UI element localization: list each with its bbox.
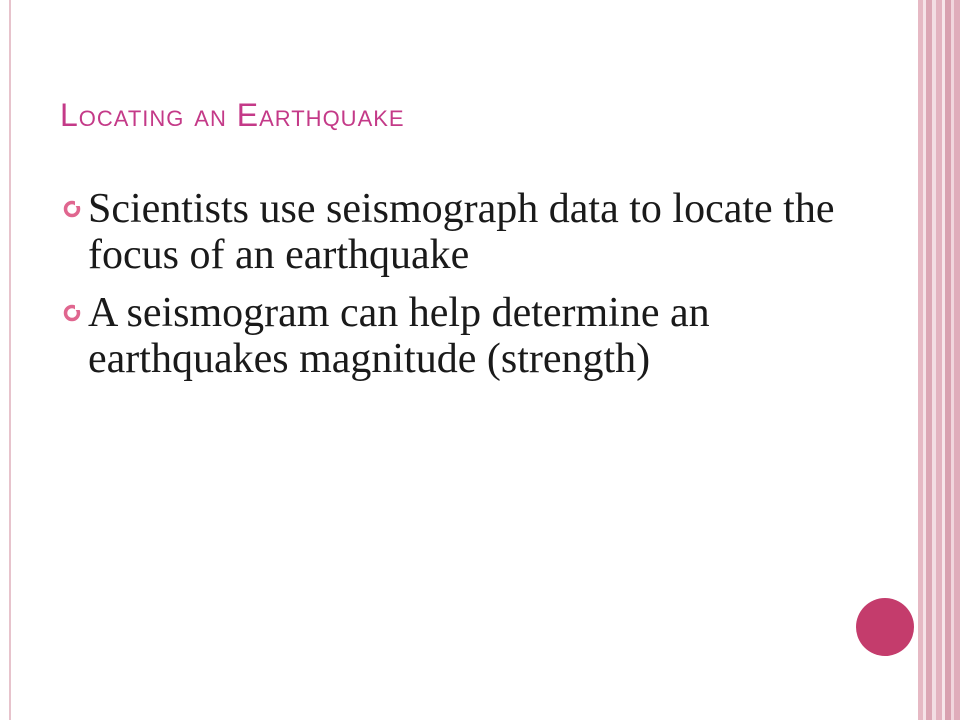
slide-title: Locating an Earthquake: [60, 97, 405, 133]
right-stripe: [954, 0, 960, 720]
bullet-list: [62, 186, 852, 394]
bullet-item: [62, 186, 852, 278]
ring-bullet-icon: [62, 303, 82, 323]
bullet-item: [62, 290, 852, 382]
bullet-text: Scientists use seismograph data to locate the focus of an earthquake: [88, 186, 835, 278]
bullet-text: A seismogram can help determine an earthquakes magnitude (strength): [88, 290, 710, 382]
accent-circle: [856, 598, 914, 656]
ring-bullet-icon: [62, 199, 82, 219]
left-border-rule: [9, 0, 11, 720]
